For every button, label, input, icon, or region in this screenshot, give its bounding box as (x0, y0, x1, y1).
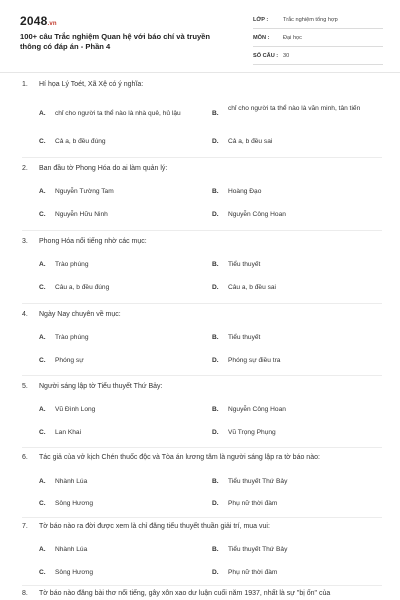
option-letter: B. (212, 110, 219, 117)
info-key: SỐ CÂU : (253, 53, 279, 59)
question-prompt: Tờ báo nào ra đời được xem là chỉ đăng tiểu thuyết thuần giải trí, mua vui: (39, 523, 270, 530)
question-text (22, 382, 382, 391)
option-letter: A. (39, 334, 46, 341)
info-value: 30 (283, 53, 290, 59)
option-letter: A. (39, 110, 46, 117)
option-text: Phụ nữ thời đàm (228, 569, 278, 576)
question-number: 1. (22, 81, 28, 88)
option-letter: A. (39, 188, 46, 195)
question-number: 4. (22, 311, 28, 318)
option-text: Phóng sự (55, 357, 84, 364)
option-text: Nhành Lúa (55, 478, 88, 485)
option-letter: A. (39, 478, 46, 485)
option-letter: C. (39, 357, 46, 364)
option-text: Hoàng Đạo (228, 188, 262, 195)
question-text (22, 589, 382, 598)
option-text: chỉ cho người ta thể nào là nhà quê, hủ lậu (55, 110, 181, 117)
question-divider (22, 585, 382, 586)
option-letter: A. (39, 546, 46, 553)
option-text: Vũ Đình Long (55, 406, 96, 413)
info-row-class (253, 14, 383, 29)
question-number: 3. (22, 238, 28, 245)
info-table (253, 14, 383, 68)
option-letter: C. (39, 211, 46, 218)
header-divider (0, 72, 400, 73)
question-prompt: Ngày Nay chuyên về mục: (39, 311, 121, 318)
option-text: Trào phúng (55, 334, 89, 341)
option-text: Trào phúng (55, 261, 89, 268)
question-text (22, 453, 382, 462)
question-prompt: Phong Hóa nổi tiếng nhờ các mục: (39, 238, 147, 245)
question-prompt: Ban đầu tờ Phong Hóa do ai làm quản lý: (39, 165, 168, 172)
question-number: 8. (22, 590, 28, 597)
option-text: Nhành Lúa (55, 546, 88, 553)
option-letter: D. (212, 569, 219, 576)
question-prompt: Người sáng lập tờ Tiểu thuyết Thứ Bảy: (39, 383, 163, 390)
option-letter: D. (212, 138, 219, 145)
option-text: Tiểu thuyết Thứ Bảy (228, 546, 288, 553)
option-text: Nguyễn Công Hoan (228, 211, 286, 218)
question-divider (22, 157, 382, 158)
question-divider (22, 303, 382, 304)
document-title: 100+ câu Trắc nghiệm Quan hệ với báo chí và truyền thông có đáp án - Phần 4 (20, 32, 211, 51)
option-letter: B. (212, 188, 219, 195)
option-letter: C. (39, 429, 46, 436)
question-number: 6. (22, 454, 28, 461)
option-letter: A. (39, 406, 46, 413)
option-letter: B. (212, 334, 219, 341)
info-key: MÔN : (253, 35, 270, 41)
question-text (22, 164, 382, 173)
option-letter: D. (212, 500, 219, 507)
logo-main: 2048 (20, 14, 48, 28)
option-text: Tiểu thuyết (228, 261, 261, 268)
option-text: Cả a, b đều sai (228, 138, 273, 145)
option-letter: B. (212, 478, 219, 485)
logo-tld: .vn (47, 21, 57, 27)
question-number: 5. (22, 383, 28, 390)
question-text (22, 80, 382, 89)
option-text: Câu a, b đều sai (228, 284, 277, 291)
info-value: Trắc nghiệm tổng hợp (283, 17, 338, 23)
question-divider (22, 375, 382, 376)
site-logo[interactable] (20, 14, 57, 28)
option-text: Phụ nữ thời đàm (228, 500, 278, 507)
question-text (22, 237, 382, 246)
option-letter: C. (39, 569, 46, 576)
option-letter: B. (212, 261, 219, 268)
option-letter: C. (39, 138, 46, 145)
document-header (0, 0, 400, 72)
option-letter: A. (39, 261, 46, 268)
option-letter: C. (39, 284, 46, 291)
option-text: chỉ cho người ta thể nào là văn minh, tân tiến (228, 105, 361, 112)
option-text: Sông Hương (55, 569, 94, 576)
option-letter: D. (212, 211, 219, 218)
option-text: Phóng sự điều tra (228, 357, 281, 364)
option-text: Cả a, b đều đúng (55, 138, 106, 145)
option-text: Vũ Trọng Phụng (228, 429, 276, 436)
option-text: Tiểu thuyết Thứ Bảy (228, 478, 288, 485)
option-letter: D. (212, 284, 219, 291)
question-prompt: Tác giả của vở kịch Chén thuốc độc và Tòa án lương tâm là người sáng lập ra tờ báo nào: (39, 454, 320, 461)
question-text (22, 522, 382, 531)
option-text: Câu a, b đều đúng (55, 284, 110, 291)
question-text (22, 310, 382, 319)
question-number: 7. (22, 523, 28, 530)
info-row-subject (253, 32, 383, 47)
option-letter: D. (212, 429, 219, 436)
option-text: Nguyễn Công Hoan (228, 406, 286, 413)
question-number: 2. (22, 165, 28, 172)
question-divider (22, 230, 382, 231)
question-divider (22, 517, 382, 518)
option-letter: C. (39, 500, 46, 507)
question-prompt: Hí họa Lý Toét, Xã Xệ có ý nghĩa: (39, 81, 144, 88)
info-value: Đại học (283, 35, 302, 41)
option-text: Sông Hương (55, 500, 94, 507)
info-key: LỚP : (253, 17, 269, 23)
info-row-count (253, 50, 383, 65)
option-text: Nguyễn Tường Tam (55, 188, 114, 195)
question-divider (22, 447, 382, 448)
option-text: Lan Khai (55, 429, 82, 436)
question-prompt: Tờ báo nào đăng bài thơ nổi tiếng, gây xôn xao dư luận cuối năm 1937, nhất là sự "bị ốn" của (39, 590, 331, 597)
option-letter: B. (212, 406, 219, 413)
option-text: Nguyễn Hữu Ninh (55, 211, 108, 218)
option-letter: D. (212, 357, 219, 364)
option-text: Tiểu thuyết (228, 334, 261, 341)
option-letter: B. (212, 546, 219, 553)
